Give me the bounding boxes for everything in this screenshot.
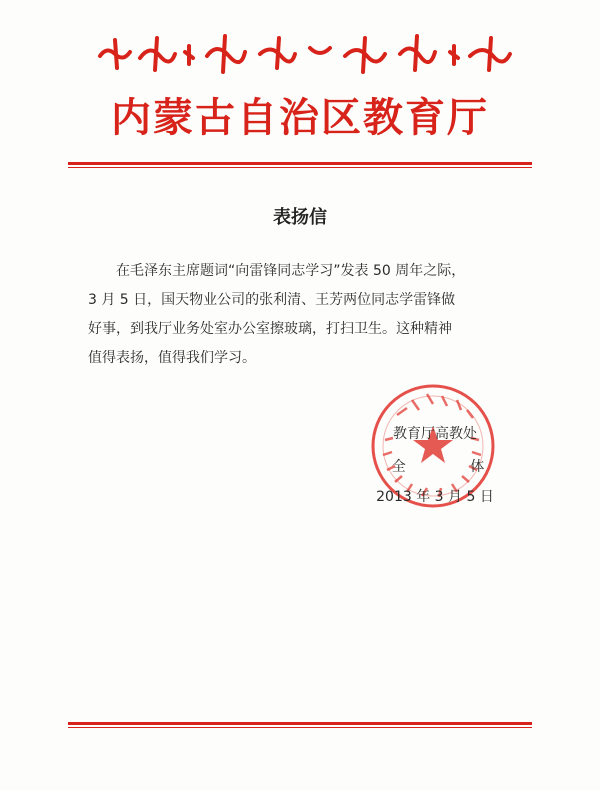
body-line-4: 值得表扬，值得我们学习。 bbox=[88, 350, 256, 366]
body-line-3: 好事，到我厅业务处室办公室擦玻璃，打扫卫生。这种精神 bbox=[88, 321, 452, 337]
body-line-2: 3 月 5 日，国天物业公司的张利清、王芳两位同志学雷锋做 bbox=[88, 292, 456, 308]
signature-department: 教育厅高教处 bbox=[393, 426, 477, 442]
letterhead-rule-thin bbox=[68, 167, 532, 168]
document-title: 表扬信 bbox=[273, 207, 327, 228]
footer-rule-thick bbox=[68, 722, 532, 725]
signature-date: 2013 年 3 月 5 日 bbox=[376, 489, 494, 505]
letter-body bbox=[88, 257, 528, 373]
body-line-1: 在毛泽东主席题词“向雷锋同志学习”发表 50 周年之际， bbox=[116, 263, 466, 279]
org-name: 内蒙古自治区教育厅 bbox=[111, 94, 489, 141]
footer-rule-thin bbox=[68, 727, 532, 728]
letterhead-rule-thick bbox=[68, 162, 532, 165]
mongolian-script-heading bbox=[95, 28, 515, 83]
mongolian-script-logo bbox=[95, 28, 515, 83]
signature-group: 全 体 bbox=[391, 459, 515, 475]
